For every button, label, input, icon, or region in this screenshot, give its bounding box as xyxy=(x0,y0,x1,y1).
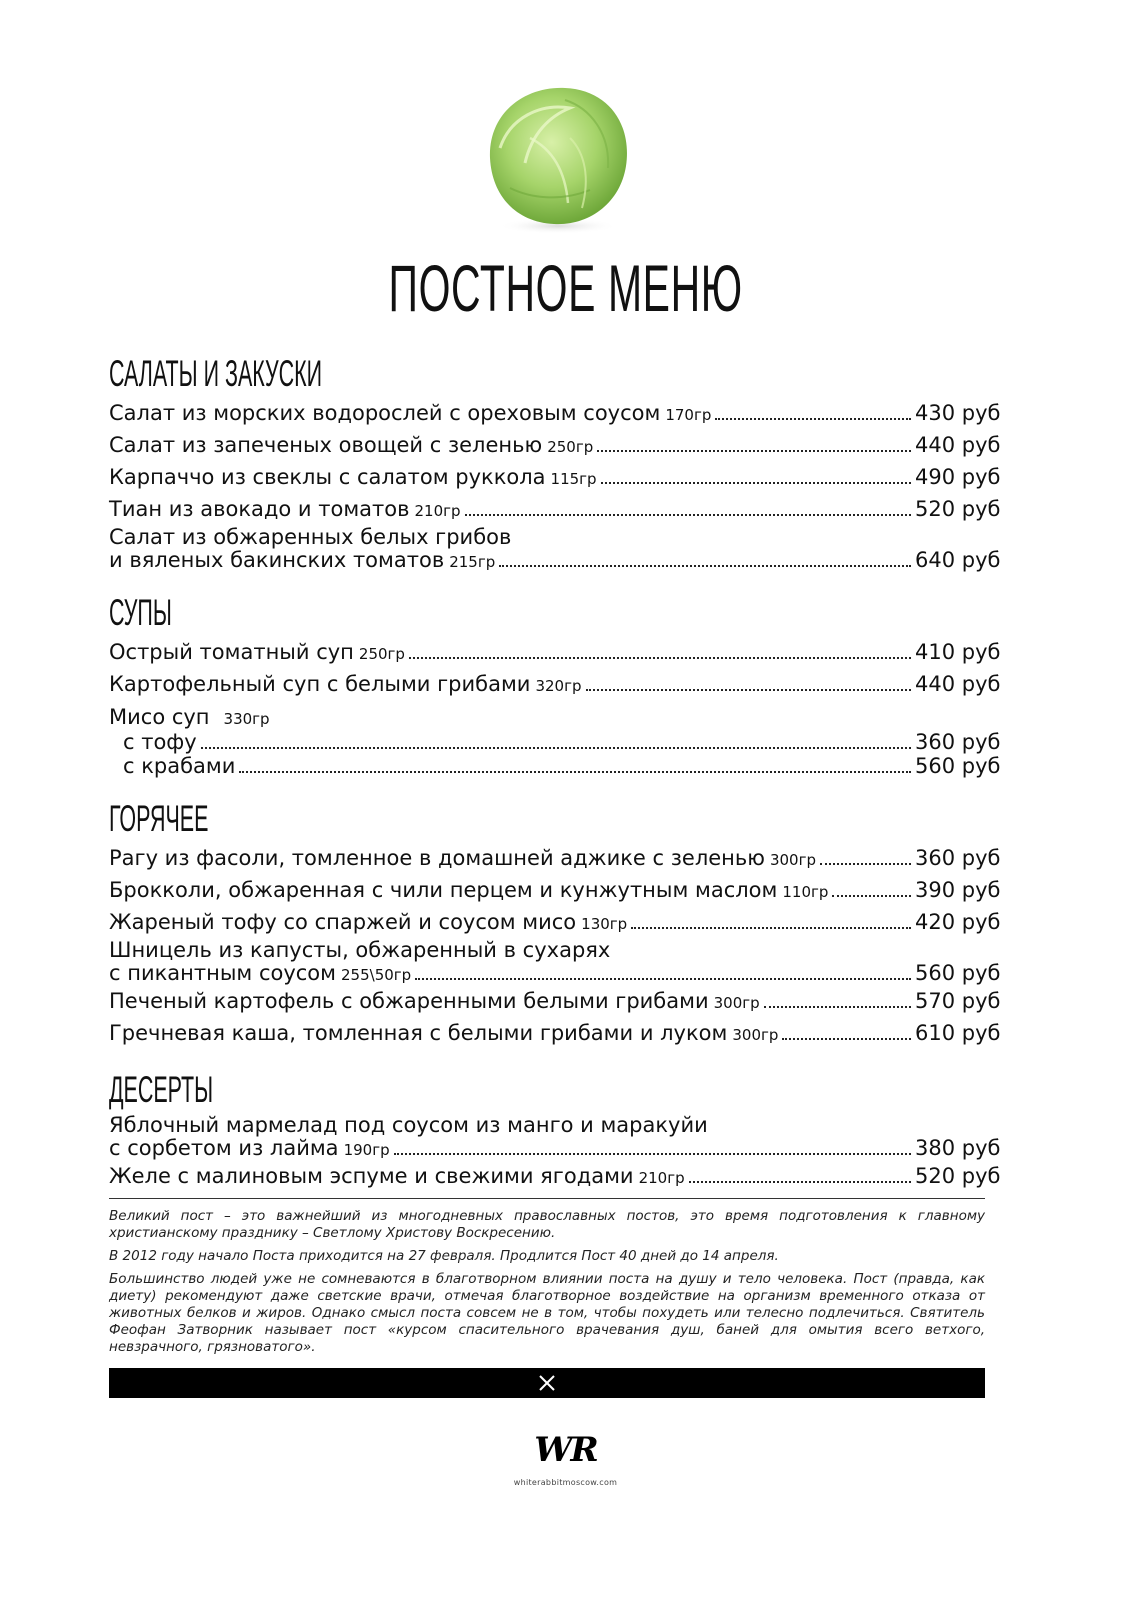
menu-item xyxy=(109,462,999,494)
note-paragraph: Большинство людей уже не сомневаются в благотворном влиянии поста на душу и тело человека. Пост (правда, как диету) рекомендуют даже светские врачи, отмечая благотворное воздействие на организм временного отказа от животных белков и жиров. Однако смысл поста совсем не в том, чтобы похудеть или телесно подлечиться. Святитель Феофан Затворник называет пост «курсом спасительного врачевания душ, баней для омытия всего ветхого, невзрачного, грязноватого». xyxy=(109,1271,985,1355)
item-name: Острый томатный суп xyxy=(109,640,354,664)
menu-list xyxy=(109,352,999,1211)
item-price: 360 руб xyxy=(915,846,1001,870)
menu-title-text: ПОСТНОЕ МЕНЮ xyxy=(388,251,743,325)
item-weight: 190гр xyxy=(343,1141,390,1159)
section-title: ДЕСЕРТЫ xyxy=(109,1069,214,1110)
fork-knife-icon xyxy=(536,1374,558,1392)
menu-item xyxy=(109,526,999,573)
menu-item xyxy=(109,1161,999,1193)
item-price: 390 руб xyxy=(915,878,1001,902)
item-name-line1: Яблочный мармелад под соусом из манго и маракуйи xyxy=(109,1113,708,1137)
item-name: Печеный картофель с обжаренными белыми грибами xyxy=(109,989,709,1013)
item-weight: 250гр xyxy=(358,645,405,663)
item-price: 560 руб xyxy=(915,961,1001,985)
dot-leader xyxy=(715,418,911,420)
dot-leader xyxy=(394,1153,911,1155)
item-price: 610 руб xyxy=(915,1021,1001,1045)
item-weight: 210гр xyxy=(638,1169,685,1187)
item-weight: 300гр xyxy=(713,994,760,1012)
menu-item xyxy=(109,669,999,701)
item-weight: 250гр xyxy=(547,438,594,456)
item-weight: 115гр xyxy=(550,470,597,488)
section-title: САЛАТЫ И ЗАКУСКИ xyxy=(109,353,323,394)
lent-notes xyxy=(109,1208,985,1362)
item-name-line2: с сорбетом из лайма xyxy=(109,1136,339,1160)
dot-leader xyxy=(586,689,911,691)
dot-leader xyxy=(201,747,911,749)
item-name-line1: Шницель из капусты, обжаренный в сухарях xyxy=(109,938,611,962)
item-weight: 300гр xyxy=(769,851,816,869)
item-price: 440 руб xyxy=(915,672,1001,696)
logo-mark: WR xyxy=(534,1430,597,1470)
dot-leader xyxy=(764,1006,911,1008)
section-hot xyxy=(109,797,999,1050)
menu-title xyxy=(0,238,1131,338)
dot-leader xyxy=(689,1181,911,1183)
dot-leader xyxy=(465,514,911,516)
menu-item xyxy=(109,875,999,907)
dot-leader xyxy=(499,565,911,567)
menu-item xyxy=(109,843,999,875)
dot-leader xyxy=(415,978,911,980)
dot-leader xyxy=(597,450,911,452)
item-name: Рагу из фасоли, томленное в домашней аджике с зеленью xyxy=(109,846,765,870)
item-price: 420 руб xyxy=(915,910,1001,934)
section-title: СУПЫ xyxy=(109,592,172,633)
item-weight: 330гр xyxy=(223,710,270,728)
item-name: Карпаччо из свеклы с салатом руккола xyxy=(109,465,546,489)
menu-item xyxy=(109,986,999,1018)
option-name: с крабами xyxy=(123,754,236,778)
item-price: 380 руб xyxy=(915,1136,1001,1160)
item-price: 430 руб xyxy=(915,401,1001,425)
item-price: 640 руб xyxy=(915,548,1001,572)
item-name: Желе с малиновым эспуме и свежими ягодами xyxy=(109,1164,634,1188)
item-weight: 215гр xyxy=(449,553,496,571)
item-price: 490 руб xyxy=(915,465,1001,489)
dot-leader xyxy=(409,657,911,659)
note-paragraph: В 2012 году начало Поста приходится на 27 февраля. Продлится Пост 40 дней до 14 апреля. xyxy=(109,1248,779,1264)
item-name-line2: с пикантным соусом xyxy=(109,961,337,985)
section-salads xyxy=(109,352,999,573)
dot-leader xyxy=(631,927,911,929)
menu-item-option xyxy=(109,755,999,779)
item-name: Картофельный суп с белыми грибами xyxy=(109,672,531,696)
item-price: 570 руб xyxy=(915,989,1001,1013)
item-price: 440 руб xyxy=(915,433,1001,457)
menu-item xyxy=(109,939,999,986)
dot-leader xyxy=(601,482,911,484)
menu-item xyxy=(109,637,999,669)
item-weight: 130гр xyxy=(581,915,628,933)
item-name: Салат из запеченых овощей с зеленью xyxy=(109,433,543,457)
dot-leader xyxy=(782,1038,911,1040)
item-weight: 110гр xyxy=(782,883,829,901)
dot-leader xyxy=(820,863,911,865)
item-name: Мисо суп xyxy=(109,705,210,729)
item-weight: 320гр xyxy=(535,677,582,695)
divider xyxy=(109,1198,985,1199)
section-soups xyxy=(109,591,999,779)
item-name: Брокколи, обжаренная с чили перцем и кунжутным маслом xyxy=(109,878,778,902)
menu-item xyxy=(109,1018,999,1050)
section-title: ГОРЯЧЕЕ xyxy=(109,798,209,839)
item-name: Тиан из авокадо и томатов xyxy=(109,497,410,521)
option-name: с тофу xyxy=(123,730,197,754)
logo xyxy=(0,1430,1131,1487)
item-price: 520 руб xyxy=(915,497,1001,521)
menu-item xyxy=(109,494,999,526)
item-name-line2: и вяленых бакинских томатов xyxy=(109,548,445,572)
menu-item xyxy=(109,1114,999,1161)
menu-item xyxy=(109,398,999,430)
dot-leader xyxy=(239,771,911,773)
footer-bar xyxy=(109,1368,985,1398)
menu-item xyxy=(109,430,999,462)
menu-item-miso xyxy=(109,705,999,731)
note-paragraph: Великий пост – это важнейший из многодневных православных постов, это время подготовления к главному христианскому празднику – Светлому Христову Воскресению. xyxy=(109,1208,985,1241)
item-price: 560 руб xyxy=(915,754,1001,778)
item-price: 360 руб xyxy=(915,730,1001,754)
menu-item-option xyxy=(109,731,999,755)
item-name: Гречневая каша, томленная с белыми грибами и луком xyxy=(109,1021,728,1045)
item-weight: 300гр xyxy=(732,1026,779,1044)
cabbage-image xyxy=(470,78,640,238)
item-weight: 170гр xyxy=(665,406,712,424)
dot-leader xyxy=(832,895,911,897)
item-price: 410 руб xyxy=(915,640,1001,664)
item-name: Жареный тофу со спаржей и соусом мисо xyxy=(109,910,577,934)
item-weight: 255\50гр xyxy=(341,966,412,984)
item-price: 520 руб xyxy=(915,1164,1001,1188)
item-weight: 210гр xyxy=(414,502,461,520)
item-name: Салат из морских водорослей с ореховым соусом xyxy=(109,401,661,425)
section-desserts xyxy=(109,1068,999,1193)
item-name-line1: Салат из обжаренных белых грибов xyxy=(109,525,512,549)
menu-item xyxy=(109,907,999,939)
website-url: whiterabbitmoscow.com xyxy=(513,1478,618,1487)
